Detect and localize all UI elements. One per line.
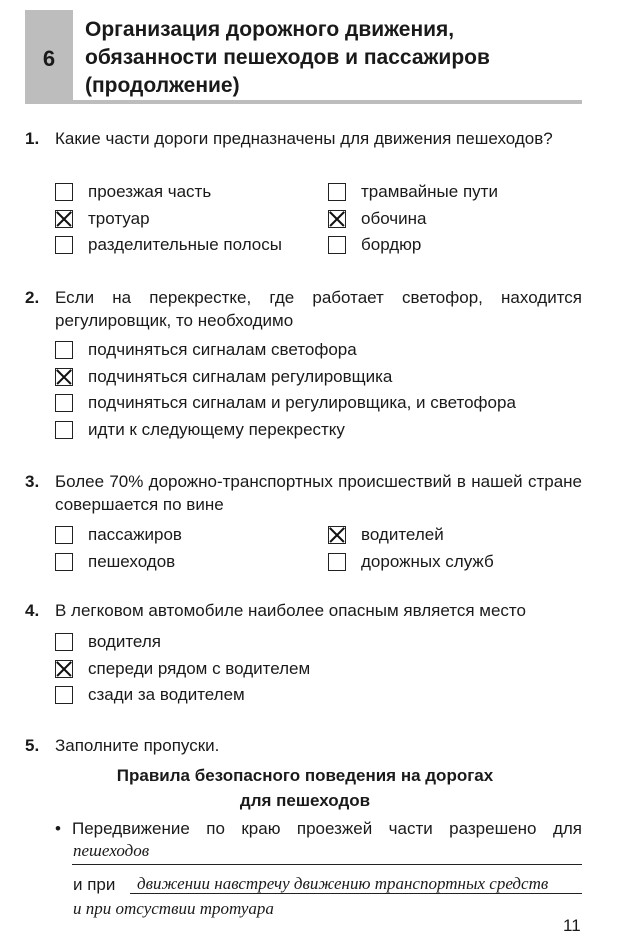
- question-text: В легковом автомобиле наиболее опасным является место: [55, 601, 526, 620]
- option-label: обочина: [361, 208, 427, 228]
- question-number: 5.: [25, 736, 40, 755]
- question-text: Если на перекрестке, где работает светофор, находится регулировщик, то необходимо: [55, 288, 582, 330]
- question-2: [25, 286, 582, 332]
- and-when-label: и при: [73, 875, 116, 894]
- header-divider: [25, 100, 582, 104]
- section-number-box: [25, 10, 73, 104]
- checkbox[interactable]: [55, 633, 73, 651]
- rules-heading-line1: Правила безопасного поведения на дорогах: [116, 766, 494, 785]
- question-number: 2.: [25, 288, 40, 307]
- option[interactable]: [55, 181, 211, 203]
- option-label: пешеходов: [88, 551, 176, 571]
- option[interactable]: [328, 181, 498, 203]
- option[interactable]: [55, 339, 357, 361]
- checkbox[interactable]: [55, 183, 73, 201]
- checked-checkbox[interactable]: [55, 210, 73, 228]
- option-label: трамвайные пути: [361, 182, 498, 201]
- question-number: 1.: [25, 129, 40, 148]
- option[interactable]: [55, 684, 245, 706]
- option-label: бордюр: [361, 235, 422, 254]
- option-label: сзади за водителем: [88, 685, 245, 704]
- option[interactable]: [55, 551, 175, 573]
- page-number: 11: [563, 916, 581, 935]
- answer-field-2[interactable]: движении навстречу движению транспортных средств: [137, 874, 549, 893]
- option-label: идти к следующему перекрестку: [88, 419, 345, 439]
- option-label: пассажиров: [88, 525, 182, 544]
- checkbox[interactable]: [55, 394, 73, 412]
- bullet-text: Передвижение по краю проезжей части разрешено для: [72, 819, 582, 838]
- checkbox[interactable]: [55, 686, 73, 704]
- checkbox[interactable]: [55, 526, 73, 544]
- answer-field-3[interactable]: и при отсуствии тротуара: [73, 899, 274, 918]
- option-label: подчиняться сигналам светофора: [88, 340, 357, 359]
- checkbox[interactable]: [55, 553, 73, 571]
- option-label: спереди рядом с водителем: [88, 658, 311, 678]
- option[interactable]: [328, 234, 421, 256]
- answer-line-2: [130, 893, 582, 894]
- option-label: подчиняться сигналам регулировщика: [88, 366, 393, 386]
- bullet-icon: •: [55, 819, 61, 838]
- section-title: Организация дорожного движения, обязанности пешеходов и пассажиров (продолжение): [85, 18, 490, 97]
- option[interactable]: [55, 419, 345, 441]
- rules-heading-line2: для пешеходов: [239, 791, 371, 810]
- checkbox[interactable]: [328, 553, 346, 571]
- checked-checkbox[interactable]: [55, 368, 73, 386]
- question-number: 3.: [25, 472, 40, 491]
- checked-checkbox[interactable]: [328, 526, 346, 544]
- question-text: Какие части дороги предназначены для движения пешеходов?: [55, 129, 553, 148]
- option-label: проезжая часть: [88, 182, 212, 201]
- section-number: 6: [42, 46, 56, 71]
- option[interactable]: [55, 524, 182, 546]
- question-3: [25, 470, 582, 516]
- option-label: разделительные полосы: [88, 235, 282, 254]
- answer-field-1[interactable]: пешеходов: [73, 841, 150, 860]
- checkbox[interactable]: [55, 421, 73, 439]
- option[interactable]: [328, 208, 426, 230]
- question-4: [25, 599, 582, 622]
- option[interactable]: [55, 234, 282, 256]
- option-label: дорожных служб: [361, 551, 494, 571]
- option-label: водителя: [88, 632, 161, 651]
- option[interactable]: [55, 208, 150, 230]
- option[interactable]: [55, 392, 516, 414]
- checkbox[interactable]: [55, 341, 73, 359]
- answer-line-1: [72, 864, 582, 865]
- question-1: [25, 127, 582, 150]
- checked-checkbox[interactable]: [55, 660, 73, 678]
- question-text: Заполните пропуски.: [55, 736, 220, 755]
- option[interactable]: [328, 551, 494, 573]
- option[interactable]: [55, 366, 392, 388]
- question-5: [25, 734, 582, 757]
- option-label: подчиняться сигналам и регулировщика, и светофора: [88, 393, 516, 412]
- option[interactable]: [55, 631, 161, 653]
- option-label: водителей: [361, 525, 444, 544]
- question-number: 4.: [25, 601, 40, 620]
- checkbox[interactable]: [55, 236, 73, 254]
- option[interactable]: [55, 658, 310, 680]
- option-label: тротуар: [88, 208, 150, 228]
- question-text: Более 70% дорожно-транспортных происшествий в нашей стране совершается по вине: [55, 472, 582, 514]
- checkbox[interactable]: [328, 236, 346, 254]
- checkbox[interactable]: [328, 183, 346, 201]
- option[interactable]: [328, 524, 444, 546]
- checked-checkbox[interactable]: [328, 210, 346, 228]
